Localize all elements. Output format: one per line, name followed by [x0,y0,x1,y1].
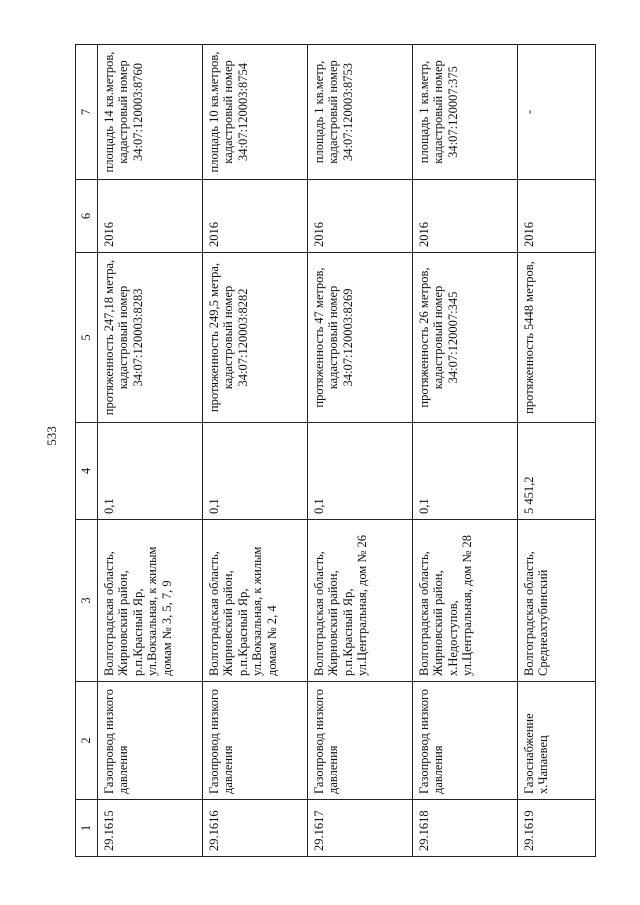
object-year: 2016 [97,180,202,253]
table-row [97,45,202,857]
object-characteristics: протяженность 249,5 метра, кадастровый номер 34:07:120003:8282 [202,253,307,423]
table-row [202,45,307,857]
object-year: 2016 [307,180,412,253]
object-name: Газопровод низкого давления [202,682,307,800]
object-name: Газопровод низкого давления [412,682,517,800]
object-value: 5 451,2 [517,423,595,520]
table-row [412,45,517,857]
object-address: Волгоградская область, Среднеахтубинский [517,520,595,682]
header-col-6: 6 [76,180,98,253]
header-col-7: 7 [76,45,98,180]
row-number: 29.1616 [202,800,307,857]
land-info: площадь 1 кв.метр, кадастровый номер 34:07:120007:375 [412,45,517,180]
land-info: - [517,45,595,180]
object-address: Волгоградская область, Жирновский район, х.Недоступов, ул.Центральная, дом № 28 [412,520,517,682]
object-value: 0,1 [202,423,307,520]
object-characteristics: протяженность 5448 метров, [517,253,595,423]
object-value: 0,1 [97,423,202,520]
object-characteristics: протяженность 47 метров, кадастровый номер 34:07:120003:8269 [307,253,412,423]
header-col-4: 4 [76,423,98,520]
page-number: 533 [44,426,59,446]
header-col-3: 3 [76,520,98,682]
object-address: Волгоградская область, Жирновский район, р.п.Красный Яр, ул.Вокзальная, к жилым домам № 2, 4 [202,520,307,682]
object-characteristics: протяженность 26 метров, кадастровый номер 34:07:120007:345 [412,253,517,423]
object-value: 0,1 [412,423,517,520]
row-number: 29.1619 [517,800,595,857]
object-year: 2016 [202,180,307,253]
object-name: Газопровод низкого давления [97,682,202,800]
header-col-1: 1 [76,800,98,857]
row-number: 29.1618 [412,800,517,857]
object-characteristics: протяженность 247,18 метра, кадастровый номер 34:07:120003:8283 [97,253,202,423]
row-number: 29.1615 [97,800,202,857]
object-year: 2016 [517,180,595,253]
header-col-5: 5 [76,253,98,423]
object-name: Газоснабжение х.Чапаевец [517,682,595,800]
table-row [517,45,595,857]
object-address: Волгоградская область, Жирновский район, р.п.Красный Яр, ул.Вокзальная, к жилым домам № 3, 5, 7, 9 [97,520,202,682]
rotated-table-container [75,45,638,857]
header-col-2: 2 [76,682,98,800]
land-info: площадь 14 кв.метров, кадастровый номер 34:07:120003:8760 [97,45,202,180]
header-row [76,45,98,857]
object-address: Волгоградская область, Жирновский район, р.п.Красный Яр, ул.Центральная, дом № 26 [307,520,412,682]
object-value: 0,1 [307,423,412,520]
land-info: площадь 1 кв.метр, кадастровый номер 34:07:120003:8753 [307,45,412,180]
row-number: 29.1617 [307,800,412,857]
property-table [75,44,596,857]
object-name: Газопровод низкого давления [307,682,412,800]
table-row [307,45,412,857]
land-info: площадь 10 кв.метров, кадастровый номер 34:07:120003:8754 [202,45,307,180]
object-year: 2016 [412,180,517,253]
